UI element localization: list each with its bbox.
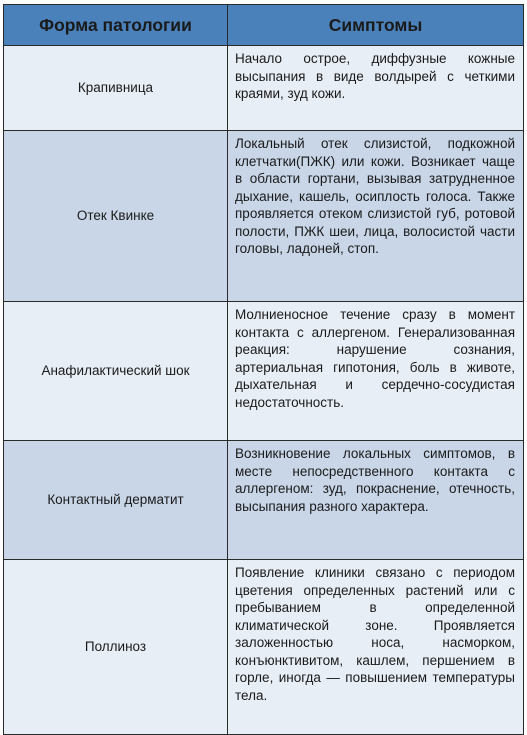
table-row [4,131,524,302]
pathology-form-cell: Отек Квинке [4,131,228,302]
table-row [4,560,524,735]
pathology-form-cell: Контактный дерматит [4,441,228,560]
symptoms-cell: Возникновение локальных симптомов, в месте непосредственного контакта с аллергеном: зуд, покраснение, отечность, высыпания разного характера. [228,441,524,560]
symptoms-cell: Локальный отек слизистой, подкожной клетчатки(ПЖК) или кожи. Возникает чаще в области гортани, вызывая затрудненное дыхание, кашель, осиплость голоса. Также проявляется отеком слизистой губ, ротовой полости, ПЖК шеи, лица, волосистой части головы, ладоней, стоп. [228,131,524,302]
table-header-row [4,5,524,46]
pathology-form-cell: Крапивница [4,46,228,131]
header-pathology-form: Форма патологии [4,5,228,46]
table-row [4,46,524,131]
symptoms-cell: Появление клиники связано с периодом цветения определенных растений или с пребыванием в определенной климатической зоне. Проявляется заложенностью носа, насморком, конъюнктивитом, кашлем, першением в горле, иногда — повышением температуры тела. [228,560,524,735]
pathology-form-cell: Поллиноз [4,560,228,735]
symptoms-cell: Молниеносное течение сразу в момент контакта с аллергеном. Генерализованная реакция: нарушение сознания, артериальная гипотония, боль в животе, дыхательная и сердечно-сосудистая недостаточность. [228,302,524,441]
pathology-form-cell: Анафилактический шок [4,302,228,441]
pathology-table [3,4,524,735]
header-symptoms: Симптомы [228,5,524,46]
symptoms-cell: Начало острое, диффузные кожные высыпания в виде волдырей с четкими краями, зуд кожи. [228,46,524,131]
table-row [4,441,524,560]
table-row [4,302,524,441]
